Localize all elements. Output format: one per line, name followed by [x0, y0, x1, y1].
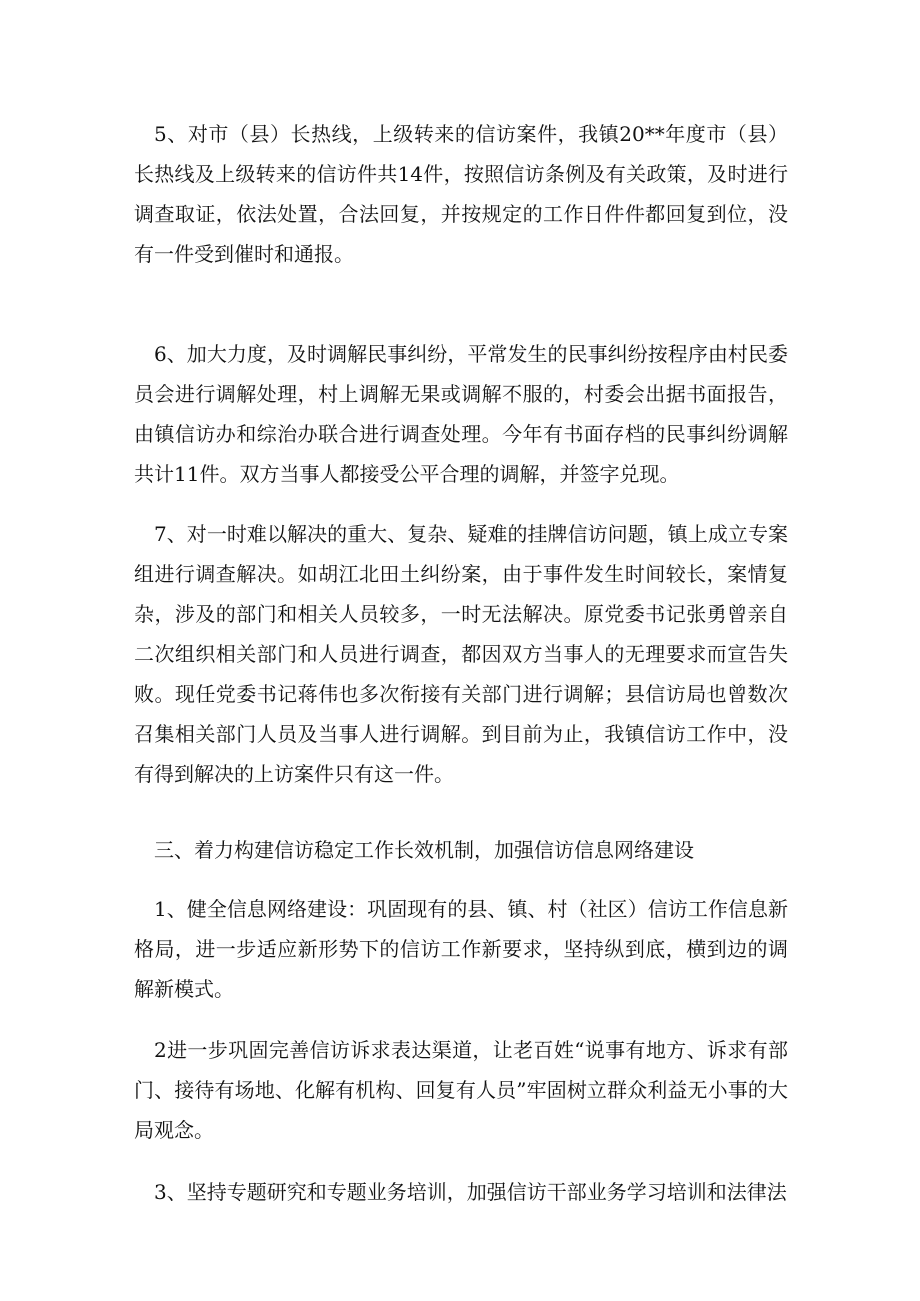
paragraph-1-network-building: 1、健全信息网络建设：巩固现有的县、镇、村（社区）信访工作信息新格局，进一步适应新形势下的信访工作新要求，坚持纵到底，横到边的调解新模式。: [134, 897, 788, 1001]
paragraph-6-civil-disputes: 6、加大力度，及时调解民事纠纷，平常发生的民事纠纷按程序由村民委员会进行调解处理，村上调解无果或调解不服的，村委会出据书面报告，由镇信访办和综治办联合进行调查处理。今年有书面存档的民事纠纷调解共计11件。双方当事人都接受公平合理的调解，并签字兑现。: [134, 342, 788, 486]
section-heading-3: 三、着力构建信访稳定工作长效机制，加强信访信息网络建设: [154, 838, 694, 862]
paragraph-2-appeal-channels: 2进一步巩固完善信访诉求表达渠道，让老百姓“说事有地方、诉求有部门、接待有场地、化解有机构、回复有人员”牢固树立群众利益无小事的大局观念。: [134, 1038, 788, 1142]
paragraph-7-difficult-cases: 7、对一时难以解决的重大、复杂、疑难的挂牌信访问题，镇上成立专案组进行调查解决。如胡江北田土纠纷案，由于事件发生时间较长，案情复杂，涉及的部门和相关人员较多，一时无法解决。原党委书记张勇曾亲自二次组织相关部门和人员进行调查，都因双方当事人的无理要求而宣告失败。现任党委书记蒋伟也多次衔接有关部门进行调解；县信访局也曾数次召集相关部门人员及当事人进行调解。到目前为止，我镇信访工作中，没有得到解决的上访案件只有这一件。: [134, 522, 788, 786]
paragraph-3-training: 3、坚持专题研究和专题业务培训，加强信访干部业务学习培训和法律法: [154, 1180, 787, 1204]
paragraph-5-hotline-cases: 5、对市（县）长热线，上级转来的信访案件，我镇20**年度市（县）长热线及上级转来的信访件共14件，按照信访条例及有关政策，及时进行调查取证，依法处置，合法回复，并按规定的工作日件件都回复到位，没有一件受到催时和通报。: [134, 122, 788, 266]
